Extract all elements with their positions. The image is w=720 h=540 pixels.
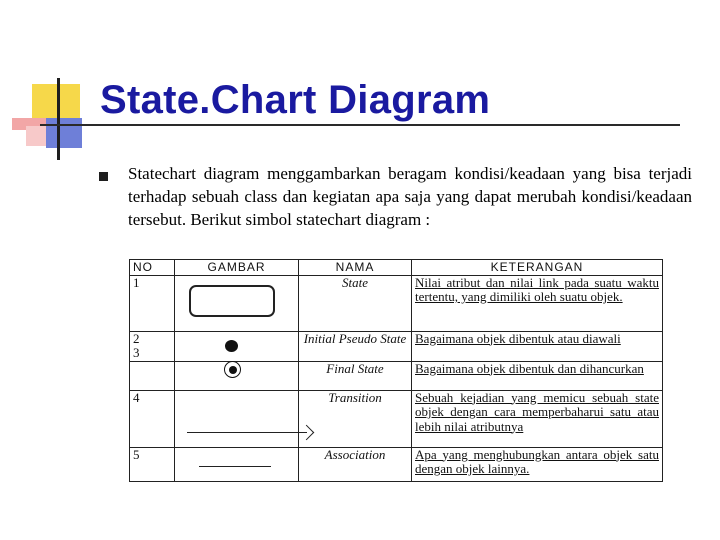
symbol-name: Association [299,447,412,481]
row-number-2: 2 [133,330,140,346]
row-number-empty [130,361,175,390]
figure-cell [175,331,299,361]
row-number: 5 [130,447,175,481]
symbol-description: Nilai atribut dan nilai link pada suatu waktu tertentu, yang dimiliki oleh suatu objek. [412,275,663,331]
header-gambar: GAMBAR [175,260,299,276]
header-no: NO [130,260,175,276]
final-state-inner-dot [229,366,237,374]
row-number-3: 3 [133,345,140,360]
header-nama: NAMA [299,260,412,276]
symbol-table-container [129,259,662,476]
figure-cell [175,275,299,331]
association-line-icon [199,466,271,467]
initial-state-symbol-icon [225,340,238,352]
symbol-description: Bagaimana objek dibentuk dan dihancurkan [412,361,663,390]
table-row [130,447,663,481]
symbol-name: Initial Pseudo State [299,331,412,361]
table-header-row [130,260,663,276]
symbol-name: Transition [299,390,412,447]
row-number: 1 [130,275,175,331]
table-row [130,331,663,361]
state-symbol-icon [189,285,275,317]
decor-vertical-line [57,78,60,160]
symbol-name: Final State [299,361,412,390]
slide-title: State.Chart Diagram [100,78,491,122]
symbol-name: State [299,275,412,331]
figure-cell [175,447,299,481]
row-number: 4 [130,390,175,447]
symbol-description: Sebuah kejadian yang memicu sebuah state objek dengan cara memperbaharui satu atau lebih nilai atributnya [412,390,663,447]
slide-paragraph: Statechart diagram menggambarkan beragam kondisi/keadaan yang bisa terjadi terhadap sebuah class dan kegiatan apa saja yang dapat merubah kondisi/keadaan tersebut. Berikut simbol statechart diagram : [128,164,692,229]
title-underline [40,124,680,126]
symbol-description: Apa yang menghubungkan antara objek satu dengan objek lainnya. [412,447,663,481]
figure-cell [175,390,299,447]
figure-cell [175,361,299,390]
table-row [130,390,663,447]
table-row [130,275,663,331]
transition-arrow-icon [187,432,307,433]
final-state-symbol-icon [224,361,241,378]
symbol-description: Bagaimana objek dibentuk atau diawali [412,331,663,361]
bullet-square-icon [99,172,108,181]
decor-blue-square [46,118,82,148]
row-number [130,331,175,361]
header-keterangan: KETERANGAN [412,260,663,276]
table-row [130,361,663,390]
symbol-table [129,259,663,482]
